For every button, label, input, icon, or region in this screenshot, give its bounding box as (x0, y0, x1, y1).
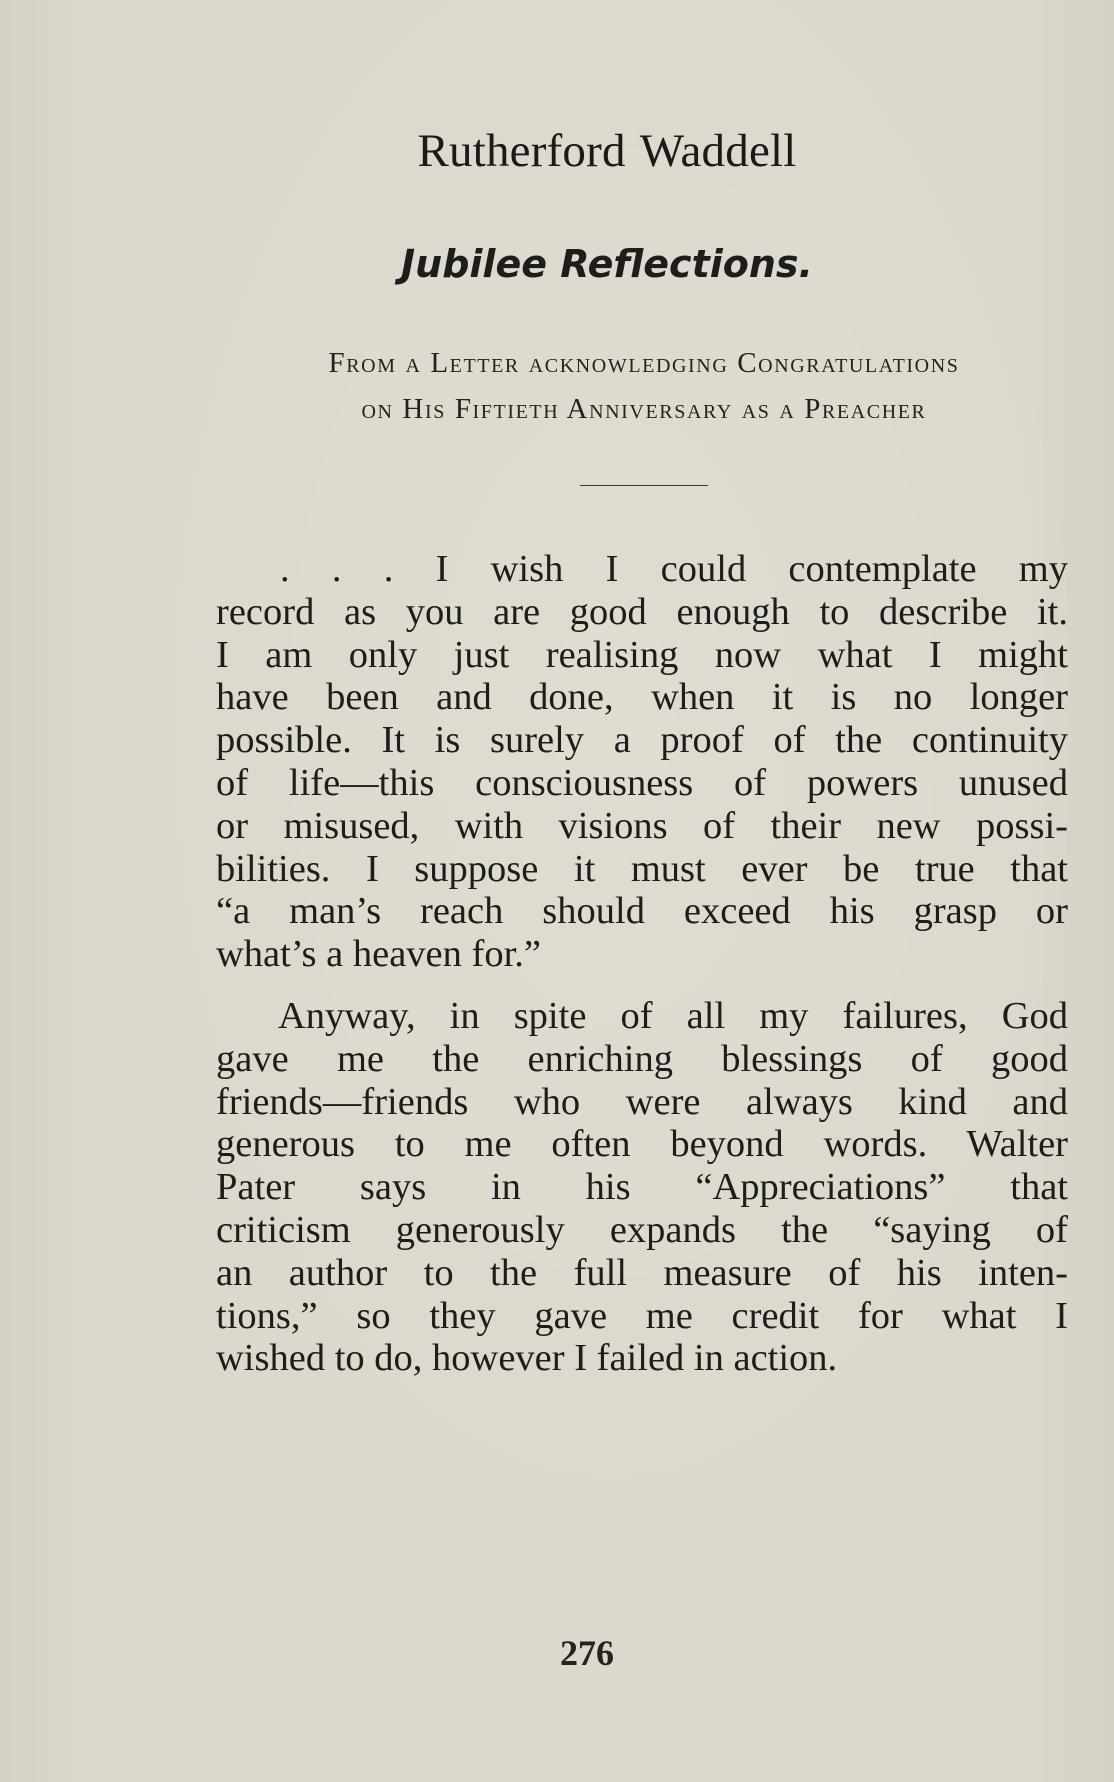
paragraph-2-line: tions,” so they gave me credit for what I (216, 1294, 1068, 1337)
paragraph-2 (216, 995, 1068, 1380)
running-head-last-name: Waddell (639, 125, 797, 177)
paragraph-1-line: I am only just realising now what I might (216, 633, 1068, 676)
paragraph-1-line: have been and done, when it is no longer (216, 676, 1068, 719)
section-title: Jubilee Reflections. (401, 242, 813, 286)
paragraph-2-line: criticism generously expands the “saying of (216, 1208, 1068, 1251)
section-divider-rule (580, 485, 708, 486)
paragraph-2-line: gave me the enriching blessings of good (216, 1037, 1068, 1080)
paragraph-2-line: friends—friends who were always kind and (216, 1080, 1068, 1123)
page-number: 276 (560, 1633, 614, 1673)
paragraph-1-line: of life—this consciousness of powers unused (216, 761, 1068, 804)
paragraph-2-line: an author to the full measure of his inten- (216, 1251, 1068, 1294)
paragraph-1-line: or misused, with visions of their new possi- (216, 804, 1068, 847)
paragraph-1-line: bilities. I suppose it must ever be true that (216, 847, 1068, 890)
paragraph-1-line: “a man’s reach should exceed his grasp or (216, 890, 1068, 933)
paragraph-2-line: Anyway, in spite of all my failures, God (278, 994, 1068, 1037)
paragraph-2-line: wished to do, however I failed in action. (216, 1337, 838, 1380)
paragraph-1-line: possible. It is surely a proof of the continuity (216, 719, 1068, 762)
paragraph-2-line: Pater says in his “Appreciations” that (216, 1166, 1068, 1209)
paragraph-2-line: generous to me often beyond words. Walter (216, 1123, 1068, 1166)
paragraph-1-line: record as you are good enough to describe it. (216, 590, 1068, 633)
paragraph-1-line: what’s a heaven for.” (216, 933, 541, 976)
subtitle (218, 340, 1070, 432)
running-head-first-name: Rutherford (417, 125, 626, 177)
paragraph-1 (216, 548, 1068, 976)
paragraph-1-line: . . . I wish I could contemplate my (280, 548, 1068, 590)
subtitle-line-2: on His Fiftieth Anniversary as a Preacher (361, 393, 927, 425)
running-head (0, 124, 1114, 178)
body-text (216, 548, 1068, 1399)
subtitle-line-1: From a Letter acknowledging Congratulations (328, 347, 960, 379)
